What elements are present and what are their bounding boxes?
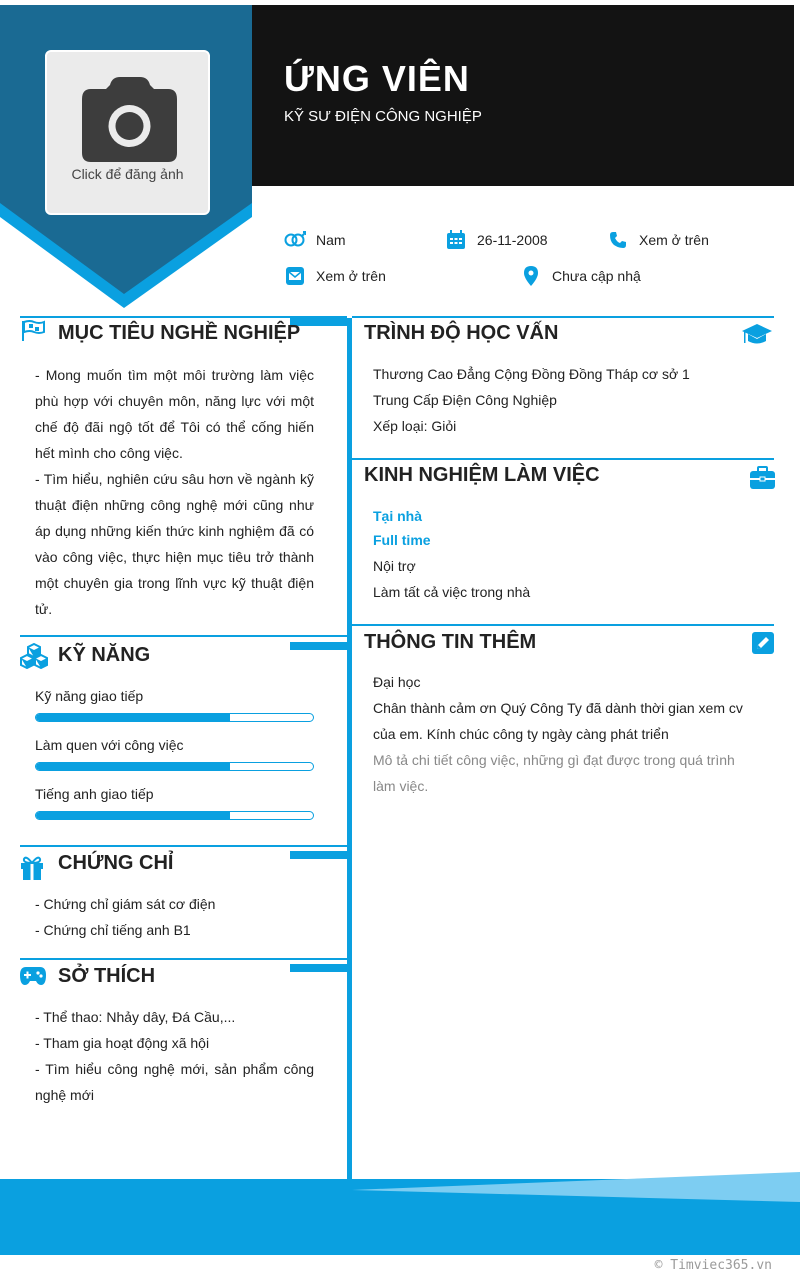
additional-rule bbox=[352, 624, 774, 626]
camera-icon bbox=[82, 77, 177, 162]
skill-fill bbox=[36, 763, 230, 770]
skill-label: Làm quen với công việc bbox=[35, 737, 184, 753]
calendar-icon bbox=[445, 229, 467, 251]
skill-fill bbox=[36, 812, 230, 819]
skill-bar bbox=[35, 713, 314, 722]
birthday-info bbox=[445, 229, 548, 251]
education-grade: Xếp loại: Giỏi bbox=[373, 418, 457, 434]
hobby-item: - Tìm hiểu công nghệ mới, sản phẩm công nghệ mới bbox=[35, 1061, 314, 1103]
avatar-upload[interactable] bbox=[45, 50, 210, 215]
additional-line: Chân thành cảm ơn Quý Công Ty đã dành thời gian xem cv của em. Kính chúc công ty ngày càng phát triển bbox=[373, 700, 743, 742]
experience-body bbox=[373, 503, 773, 605]
graduation-cap-icon bbox=[741, 323, 773, 352]
gender-info bbox=[284, 229, 346, 251]
experience-description: Làm tất cả việc trong nhà bbox=[373, 584, 531, 600]
education-school: Thương Cao Đẳng Cộng Đồng Đồng Tháp cơ sở 1 bbox=[373, 366, 690, 382]
certificate-item: - Chứng chỉ tiếng anh B1 bbox=[35, 922, 191, 938]
education-body bbox=[373, 361, 773, 439]
hobbies-tab bbox=[290, 964, 347, 972]
candidate-position: KỸ SƯ ĐIỆN CÔNG NGHIỆP bbox=[284, 108, 482, 125]
certificates-list bbox=[35, 891, 314, 943]
additional-line: Đại học bbox=[373, 674, 421, 690]
hobbies-list bbox=[35, 1004, 314, 1108]
edit-icon bbox=[752, 632, 774, 659]
skill-fill bbox=[36, 714, 230, 721]
skill-bar bbox=[35, 762, 314, 771]
skill-bar bbox=[35, 811, 314, 820]
phone-icon bbox=[607, 229, 629, 251]
experience-company: Tại nhà bbox=[373, 508, 423, 524]
objective-paragraph: - Mong muốn tìm một môi trường làm việc phù hợp với chuyên môn, năng lực với một chế độ đãi ngộ tốt để Tôi có thể cống hiến hết mình cho công việc. bbox=[35, 367, 314, 461]
column-divider bbox=[347, 318, 352, 1190]
experience-rule bbox=[352, 458, 774, 460]
gamepad-icon bbox=[19, 966, 47, 991]
experience-title: KINH NGHIỆM LÀM VIỆC bbox=[364, 464, 600, 486]
address-value: Chưa cập nhậ bbox=[552, 268, 641, 284]
skills-title: KỸ NĂNG bbox=[58, 644, 151, 666]
objective-paragraph: - Tìm hiểu, nghiên cứu sâu hơn về ngành kỹ thuật điện những công nghệ mới cũng như áp dụng những kiến thức kinh nghiệm đã có vào công việc, thực hiện mục tiêu trở thành một chuyên gia trong lĩnh vực kỹ thuật điện tử. bbox=[35, 471, 314, 617]
gift-icon bbox=[20, 855, 44, 886]
experience-role: Nội trợ bbox=[373, 558, 416, 574]
skill-label: Kỹ năng giao tiếp bbox=[35, 688, 144, 704]
cubes-icon bbox=[20, 643, 48, 674]
skills-tab bbox=[290, 642, 347, 650]
address-info bbox=[520, 265, 641, 287]
email-info bbox=[284, 265, 386, 287]
certificate-item: - Chứng chỉ giám sát cơ điện bbox=[35, 896, 216, 912]
additional-title: THÔNG TIN THÊM bbox=[364, 631, 537, 653]
education-rule bbox=[352, 316, 774, 318]
skills-rule bbox=[20, 635, 347, 637]
hobbies-rule bbox=[20, 958, 347, 960]
copyright: © Timviec365.vn bbox=[654, 1258, 772, 1273]
gender-value: Nam bbox=[316, 232, 346, 248]
phone-info bbox=[607, 229, 709, 251]
birthday-value: 26-11-2008 bbox=[477, 232, 548, 248]
phone-value: Xem ở trên bbox=[639, 232, 709, 248]
skill-label: Tiếng anh giao tiếp bbox=[35, 786, 154, 802]
objective-body bbox=[35, 362, 314, 622]
email-icon bbox=[284, 265, 306, 287]
education-major: Trung Cấp Điện Công Nghiệp bbox=[373, 392, 557, 408]
gender-icon bbox=[284, 229, 306, 251]
certificates-tab bbox=[290, 851, 347, 859]
briefcase-icon bbox=[750, 466, 775, 495]
footer-band bbox=[0, 1170, 800, 1260]
objective-title: MỤC TIÊU NGHỀ NGHIỆP bbox=[58, 322, 301, 344]
additional-body bbox=[373, 669, 757, 799]
hobbies-title: SỞ THÍCH bbox=[58, 965, 156, 987]
hobby-item: - Tham gia hoạt động xã hội bbox=[35, 1035, 210, 1051]
hobby-item: - Thể thao: Nhảy dây, Đá Cầu,... bbox=[35, 1009, 236, 1025]
certificates-rule bbox=[20, 845, 347, 847]
flag-icon bbox=[20, 320, 46, 347]
avatar-caption: Click để đăng ảnh bbox=[71, 166, 184, 182]
education-title: TRÌNH ĐỘ HỌC VẤN bbox=[364, 322, 559, 344]
certificates-title: CHỨNG CHỈ bbox=[58, 852, 174, 874]
additional-placeholder: Mô tả chi tiết công việc, những gì đạt được trong quá trình làm việc. bbox=[373, 752, 735, 794]
email-value: Xem ở trên bbox=[316, 268, 386, 284]
experience-job-type: Full time bbox=[373, 532, 431, 548]
candidate-name: ỨNG VIÊN bbox=[284, 58, 470, 99]
location-pin-icon bbox=[520, 265, 542, 287]
